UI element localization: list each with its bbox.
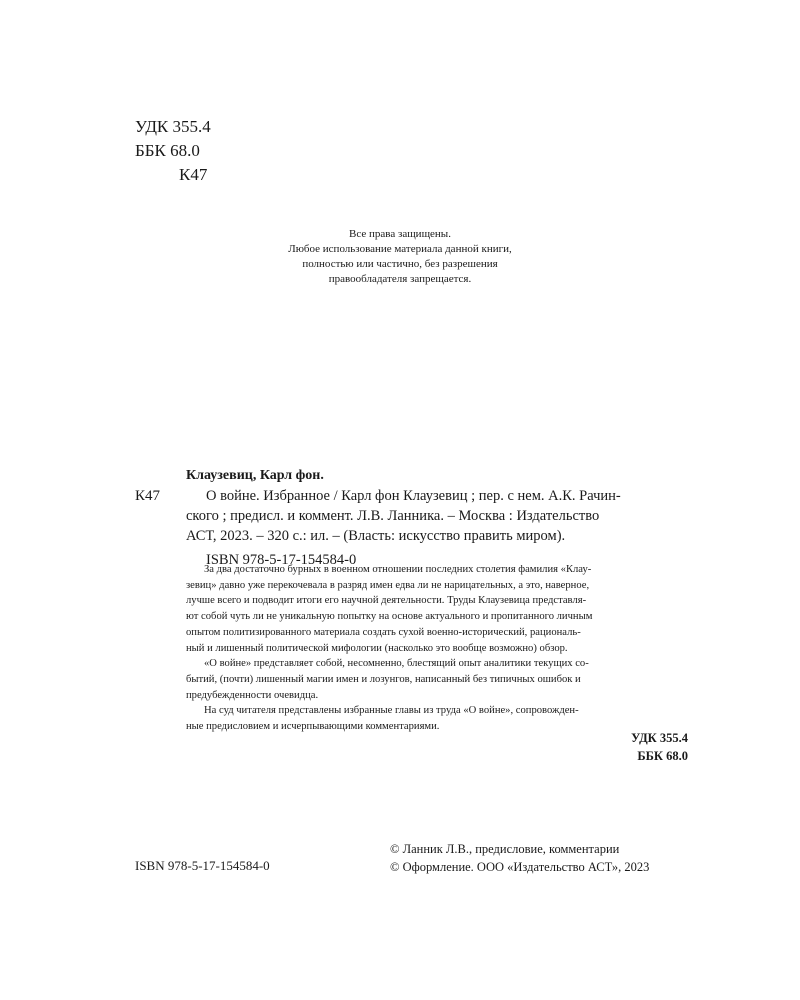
- udk-code-top: УДК 355.4: [135, 117, 211, 136]
- rights-line: Любое использование материала данной книги,: [288, 243, 512, 255]
- udk-code-bottom: УДК 355.4: [631, 731, 688, 745]
- annotation-line: ют собой чуть ли не уникальную попытку на основе актуального и пропитанного личным: [186, 611, 593, 623]
- annotation-line: «О войне» представляет собой, несомненно, блестящий опыт аналитики текущих со-: [204, 658, 589, 670]
- record-description-line: АСТ, 2023. – 320 с.: ил. – (Власть: искусство править миром).: [186, 528, 566, 544]
- annotation: [186, 562, 688, 735]
- record-isbn: ISBN 978-5-17-154584-0: [206, 552, 357, 568]
- record-description-line: О войне. Избранное / Карл фон Клаузевиц ; пер. с нем. А.К. Рачин-: [206, 488, 621, 504]
- copyright-line: © Оформление. ООО «Издательство АСТ», 2023: [390, 860, 650, 874]
- annotation-line: предубежденности очевидца.: [186, 689, 319, 701]
- annotation-line: лучше всего и подводит итоги его научной деятельности. Труды Клаузевица представля-: [186, 595, 587, 607]
- rights-line: полностью или частично, без разрешения: [302, 258, 498, 270]
- copyright-block: [390, 840, 649, 876]
- annotation-line: ный и лишенный политической мифологии (насколько это вообще возможно) обзор.: [186, 642, 568, 654]
- bbk-code-bottom: ББК 68.0: [637, 749, 688, 763]
- bottom-codes: [560, 729, 688, 765]
- annotation-line: зевиц» давно уже перекочевала в разряд имен едва ли не нарицательных, а это, наверное,: [186, 579, 590, 591]
- annotation-line: За два достаточно бурных в военном отношении последних столетия фамилия «Клау-: [204, 564, 592, 575]
- rights-notice: [200, 227, 600, 287]
- annotation-line: На суд читателя представлены избранные главы из труда «О войне», сопровожден-: [204, 705, 579, 717]
- annotation-line: бытий, (почти) лишенный магии имен и лозунгов, написанный без типичных ошибок и: [186, 673, 581, 685]
- annotation-line: опытом политизированного материала создать сухой военно-исторический, рациональ-: [186, 626, 581, 638]
- record-heading: Клаузевиц, Карл фон.: [186, 468, 324, 483]
- author-sign-top: К47: [179, 165, 208, 184]
- author-sign-record: К47: [135, 488, 161, 504]
- rights-line: Все права защищены.: [349, 228, 451, 240]
- isbn-footer: ISBN 978-5-17-154584-0: [135, 858, 270, 873]
- record-description-line: ского ; предисл. и коммент. Л.В. Ланника. – Москва : Издательство: [186, 508, 600, 524]
- bbk-code-top: ББК 68.0: [135, 141, 200, 160]
- copyright-line: © Ланник Л.В., предисловие, комментарии: [390, 842, 620, 856]
- bibliographic-record: [186, 466, 688, 570]
- annotation-line: ные предисловием и исчерпывающими комментариями.: [186, 721, 440, 733]
- rights-line: правообладателя запрещается.: [328, 273, 472, 285]
